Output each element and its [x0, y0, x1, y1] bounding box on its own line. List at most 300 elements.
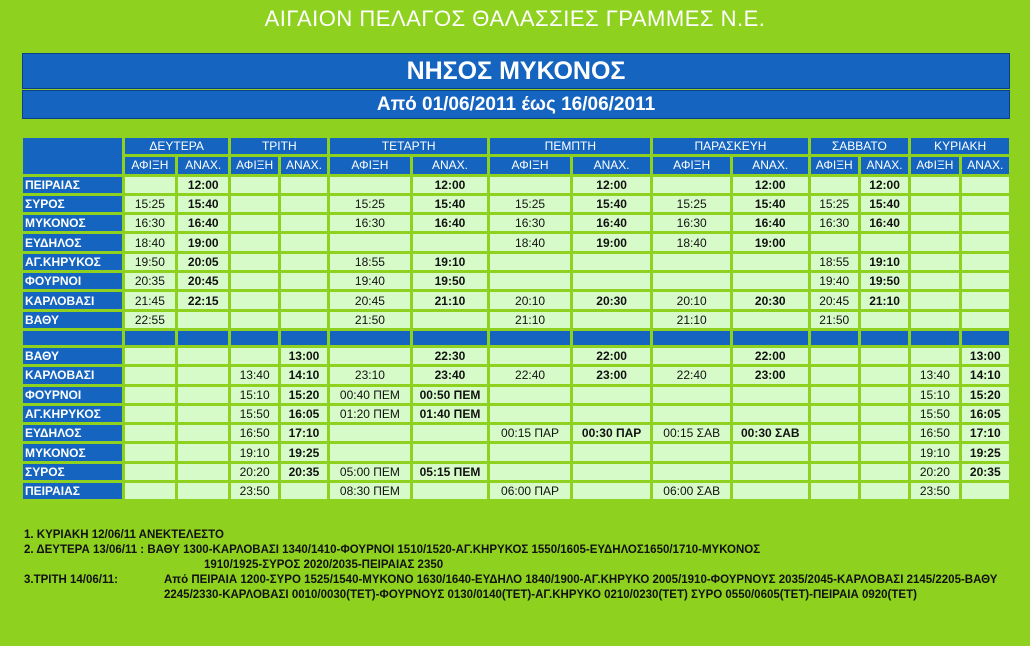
departure-time: 20:05: [178, 254, 228, 270]
arrival-time: 19:40: [330, 273, 410, 289]
port-name: ΒΑΘΥ: [23, 312, 122, 328]
departure-header: ΑΝΑΧ.: [733, 157, 808, 173]
arrival-header: ΑΦΙΞΗ: [125, 157, 175, 173]
arrival-time: [911, 215, 958, 231]
arrival-time: [911, 348, 958, 364]
arrival-time: 18:40: [125, 234, 175, 250]
arrival-time: [231, 215, 277, 231]
departure-time: [962, 215, 1009, 231]
departure-time: 01:40 ΠΕΜ: [413, 406, 488, 422]
table-row: [23, 425, 1009, 441]
arrival-time: [330, 177, 410, 193]
arrival-time: 22:55: [125, 312, 175, 328]
arrival-time: [911, 254, 958, 270]
table-row: [23, 444, 1009, 460]
inbound-section: [23, 348, 1009, 499]
departure-time: [861, 425, 908, 441]
departure-time: 16:05: [281, 406, 327, 422]
arrival-time: 16:30: [653, 215, 730, 231]
arrival-time: 06:00 ΠΑΡ: [490, 483, 570, 499]
departure-time: [281, 215, 327, 231]
day-header: ΣΑΒΒΑΤΟ: [811, 138, 909, 154]
arrival-time: 21:10: [653, 312, 730, 328]
arrival-time: [653, 387, 730, 403]
table-row: [23, 406, 1009, 422]
arrival-time: [125, 406, 175, 422]
arrival-time: [490, 444, 570, 460]
day-header: ΔΕΥΤΕΡΑ: [125, 138, 229, 154]
arrival-time: [125, 387, 175, 403]
arrival-time: 22:40: [653, 367, 730, 383]
departure-time: [733, 387, 808, 403]
departure-time: [178, 483, 228, 499]
arrival-time: 23:10: [330, 367, 410, 383]
day-header: ΠΑΡΑΣΚΕΥΗ: [653, 138, 807, 154]
departure-header: ΑΝΑΧ.: [962, 157, 1009, 173]
arrival-time: 21:45: [125, 292, 175, 308]
departure-time: [861, 312, 908, 328]
separator-cell: [573, 331, 651, 345]
arrival-time: [811, 367, 858, 383]
departure-time: [413, 444, 488, 460]
departure-time: [573, 273, 651, 289]
arrival-time: 15:10: [911, 387, 958, 403]
arrival-time: 18:40: [490, 234, 570, 250]
departure-time: [573, 387, 651, 403]
departure-time: 16:40: [861, 215, 908, 231]
departure-time: [178, 348, 228, 364]
departure-time: [178, 444, 228, 460]
day-header: ΠΕΜΠΤΗ: [490, 138, 650, 154]
departure-time: 13:00: [281, 348, 327, 364]
arrival-time: [490, 464, 570, 480]
arrival-time: 15:25: [490, 196, 570, 212]
table-row: [23, 234, 1009, 250]
departure-time: 22:00: [573, 348, 651, 364]
departure-time: [178, 312, 228, 328]
arrival-time: 20:20: [231, 464, 277, 480]
departure-time: [962, 196, 1009, 212]
departure-time: [178, 464, 228, 480]
departure-time: [281, 177, 327, 193]
arrival-time: 20:10: [653, 292, 730, 308]
arrival-time: 00:15 ΠΑΡ: [490, 425, 570, 441]
departure-time: 14:10: [281, 367, 327, 383]
departure-time: 13:00: [962, 348, 1009, 364]
departure-time: 16:40: [178, 215, 228, 231]
departure-time: 00:50 ΠΕΜ: [413, 387, 488, 403]
departure-time: [573, 254, 651, 270]
separator-cell: [490, 331, 570, 345]
island-banner: ΝΗΣΟΣ ΜΥΚΟΝΟΣ: [22, 53, 1010, 89]
departure-time: 17:10: [962, 425, 1009, 441]
departure-time: 20:45: [178, 273, 228, 289]
arrival-time: 13:40: [911, 367, 958, 383]
arrival-time: [125, 367, 175, 383]
departure-time: [178, 387, 228, 403]
departure-time: [733, 254, 808, 270]
separator-cell: [911, 331, 958, 345]
departure-time: [413, 425, 488, 441]
arrival-time: 19:40: [811, 273, 858, 289]
arrival-time: 19:50: [125, 254, 175, 270]
separator-cell: [330, 331, 410, 345]
arrival-time: [653, 406, 730, 422]
departure-time: 23:40: [413, 367, 488, 383]
arrival-time: 15:10: [231, 387, 277, 403]
arrival-time: 16:50: [911, 425, 958, 441]
departure-time: 19:25: [962, 444, 1009, 460]
arrival-time: 16:30: [490, 215, 570, 231]
arrival-time: [125, 444, 175, 460]
departure-time: [962, 312, 1009, 328]
table-row: [23, 367, 1009, 383]
note-3: [24, 573, 1014, 603]
departure-time: 16:40: [413, 215, 488, 231]
arrival-time: [231, 348, 277, 364]
departure-time: [861, 444, 908, 460]
day-header: ΚΥΡΙΑΚΗ: [911, 138, 1009, 154]
arrival-time: 23:50: [911, 483, 958, 499]
arrival-time: [490, 254, 570, 270]
departure-time: [861, 464, 908, 480]
table-row: [23, 273, 1009, 289]
arrival-time: 23:50: [231, 483, 277, 499]
departure-time: 14:10: [962, 367, 1009, 383]
separator-cell: [733, 331, 808, 345]
departure-time: 22:15: [178, 292, 228, 308]
departure-time: 20:35: [962, 464, 1009, 480]
arrival-time: 20:45: [330, 292, 410, 308]
departure-time: 00:30 ΣΑΒ: [733, 425, 808, 441]
departure-time: 15:40: [413, 196, 488, 212]
arrival-time: 15:25: [811, 196, 858, 212]
arrival-time: 15:25: [330, 196, 410, 212]
arrival-time: [231, 254, 277, 270]
arrival-time: [330, 234, 410, 250]
departure-time: 22:00: [733, 348, 808, 364]
departure-time: [733, 406, 808, 422]
departure-time: 19:25: [281, 444, 327, 460]
departure-time: 15:20: [281, 387, 327, 403]
departure-time: 00:30 ΠΑΡ: [573, 425, 651, 441]
departure-time: 22:30: [413, 348, 488, 364]
separator-cell: [413, 331, 488, 345]
departure-header: ΑΝΑΧ.: [861, 157, 908, 173]
arrival-time: [653, 177, 730, 193]
arrival-time: [490, 273, 570, 289]
arrival-header: ΑΦΙΞΗ: [330, 157, 410, 173]
arrival-time: [231, 273, 277, 289]
day-header-row: [23, 138, 1009, 154]
departure-time: 15:40: [178, 196, 228, 212]
departure-time: 19:50: [413, 273, 488, 289]
departure-time: [281, 292, 327, 308]
departure-time: 21:10: [413, 292, 488, 308]
departure-time: [281, 196, 327, 212]
day-header: ΤΕΤΑΡΤΗ: [330, 138, 487, 154]
departure-time: [861, 367, 908, 383]
arrival-time: 01:20 ΠΕΜ: [330, 406, 410, 422]
port-name: ΑΓ.ΚΗΡΥΚΟΣ: [23, 406, 122, 422]
departure-time: [962, 254, 1009, 270]
arrival-header: ΑΦΙΞΗ: [490, 157, 570, 173]
arrival-time: [330, 444, 410, 460]
departure-time: [861, 234, 908, 250]
departure-time: 15:20: [962, 387, 1009, 403]
separator-cell: [861, 331, 908, 345]
arrival-time: [490, 406, 570, 422]
arrival-time: 20:35: [125, 273, 175, 289]
departure-time: [962, 273, 1009, 289]
sub-header-row: [23, 157, 1009, 173]
departure-time: [962, 292, 1009, 308]
arrival-header: ΑΦΙΞΗ: [811, 157, 858, 173]
table-row: [23, 387, 1009, 403]
arrival-time: [911, 312, 958, 328]
table-row: [23, 215, 1009, 231]
departure-time: [413, 312, 488, 328]
separator-cell: [653, 331, 730, 345]
table-row: [23, 483, 1009, 499]
departure-time: 19:50: [861, 273, 908, 289]
arrival-time: 20:10: [490, 292, 570, 308]
port-name: ΣΥΡΟΣ: [23, 464, 122, 480]
arrival-time: [125, 177, 175, 193]
arrival-time: [653, 464, 730, 480]
departure-time: [861, 406, 908, 422]
arrival-time: 21:10: [490, 312, 570, 328]
departure-time: [573, 406, 651, 422]
port-name: ΜΥΚΟΝΟΣ: [23, 215, 122, 231]
arrival-time: [911, 292, 958, 308]
departure-time: 15:40: [573, 196, 651, 212]
departure-time: 12:00: [573, 177, 651, 193]
departure-time: [178, 406, 228, 422]
departure-time: [281, 234, 327, 250]
note-2-continued: 1910/1925-ΣΥΡΟΣ 2020/2035-ΠΕΙΡΑΙΑΣ 2350: [204, 559, 444, 571]
day-header: ΤΡΙΤΗ: [231, 138, 327, 154]
departure-time: [281, 312, 327, 328]
outbound-section: [23, 177, 1009, 328]
separator-cell: [231, 331, 277, 345]
arrival-time: [125, 348, 175, 364]
arrival-time: 21:50: [330, 312, 410, 328]
arrival-time: 15:25: [125, 196, 175, 212]
port-name: ΦΟΥΡΝΟΙ: [23, 273, 122, 289]
arrival-time: 15:50: [231, 406, 277, 422]
arrival-time: 20:45: [811, 292, 858, 308]
departure-time: 20:35: [281, 464, 327, 480]
arrival-time: 16:50: [231, 425, 277, 441]
table-row: [23, 312, 1009, 328]
departure-time: [962, 234, 1009, 250]
separator-row: [23, 331, 1009, 345]
arrival-time: [330, 425, 410, 441]
arrival-time: 18:55: [811, 254, 858, 270]
note-1: 1. ΚΥΡΙΑΚΗ 12/06/11 ΑΝΕΚΤΕΛΕΣΤΟ: [24, 529, 224, 541]
departure-time: [573, 444, 651, 460]
schedule-table: [20, 135, 1012, 502]
arrival-time: [231, 292, 277, 308]
port-name: ΑΓ.ΚΗΡΥΚΟΣ: [23, 254, 122, 270]
separator-cell: [23, 331, 122, 345]
arrival-time: [811, 387, 858, 403]
arrival-time: [231, 234, 277, 250]
departure-time: 12:00: [861, 177, 908, 193]
departure-time: 23:00: [733, 367, 808, 383]
arrival-time: [653, 254, 730, 270]
arrival-time: 15:25: [653, 196, 730, 212]
separator-cell: [178, 331, 228, 345]
arrival-time: [125, 425, 175, 441]
arrival-time: 06:00 ΣΑΒ: [653, 483, 730, 499]
port-name: ΒΑΘΥ: [23, 348, 122, 364]
arrival-header: ΑΦΙΞΗ: [231, 157, 277, 173]
departure-time: 19:10: [413, 254, 488, 270]
departure-time: 19:00: [178, 234, 228, 250]
arrival-time: [490, 348, 570, 364]
departure-time: [281, 483, 327, 499]
arrival-time: [811, 406, 858, 422]
table-row: [23, 254, 1009, 270]
departure-time: [733, 483, 808, 499]
arrival-time: [653, 348, 730, 364]
arrival-time: 19:10: [231, 444, 277, 460]
departure-time: 23:00: [573, 367, 651, 383]
arrival-time: 05:00 ΠΕΜ: [330, 464, 410, 480]
note-2: 2. ΔΕΥΤΕΡΑ 13/06/11 : ΒΑΘΥ 1300-ΚΑΡΛΟΒΑΣΙ 1340/1410-ΦΟΥΡΝΟΙ 1510/1520-ΑΓ.ΚΗΡΥΚΟΣ 1550/1605-ΕΥΔΗΛΟΣ1650/1710-ΜΥΚΟΝΟΣ: [24, 544, 761, 556]
arrival-time: [490, 177, 570, 193]
departure-time: 12:00: [733, 177, 808, 193]
departure-time: [281, 273, 327, 289]
note-3-text: Από ΠΕΙΡΑΙΑ 1200-ΣΥΡΟ 1525/1540-ΜΥΚΟΝΟ 1630/1640-ΕΥΔΗΛΟ 1840/1900-ΑΓ.ΚΗΡΥΚΟ 2005/1910-ΦΟΥΡΝΟΥΣ 2035/2045-ΚΑΡΛΟΒΑΣΙ 2145/2205-ΒΑΘΥ 2245/2330-ΚΑΡΛΟΒΑΣΙ 0010/0030(ΤΕΤ)-ΦΟΥΡΝΟΥΣ 0130/0140(ΤΕΤ)-ΑΓ.ΚΗΡΥΚΟ 0210/0230(ΤΕΤ) ΣΥΡΟ 0550/0605(ΤΕΤ)-ΠΕΙΡΑΙΑ 0920(ΤΕΤ): [164, 574, 998, 601]
notes: [24, 528, 1014, 603]
arrival-header: ΑΦΙΞΗ: [653, 157, 730, 173]
arrival-time: 00:40 ΠΕΜ: [330, 387, 410, 403]
arrival-header: ΑΦΙΞΗ: [911, 157, 958, 173]
table-row: [23, 292, 1009, 308]
departure-time: [733, 273, 808, 289]
separator-cell: [962, 331, 1009, 345]
arrival-time: 20:20: [911, 464, 958, 480]
arrival-time: [231, 312, 277, 328]
departure-time: 19:00: [573, 234, 651, 250]
port-name: ΚΑΡΛΟΒΑΣΙ: [23, 292, 122, 308]
arrival-time: 13:40: [231, 367, 277, 383]
port-name: ΦΟΥΡΝΟΙ: [23, 387, 122, 403]
departure-time: [733, 312, 808, 328]
arrival-time: 18:55: [330, 254, 410, 270]
arrival-time: 16:30: [811, 215, 858, 231]
arrival-time: [231, 177, 277, 193]
departure-time: 20:30: [573, 292, 651, 308]
departure-header: ΑΝΑΧ.: [413, 157, 488, 173]
separator-cell: [125, 331, 175, 345]
arrival-time: 08:30 ΠΕΜ: [330, 483, 410, 499]
departure-time: 19:00: [733, 234, 808, 250]
departure-time: [861, 348, 908, 364]
departure-time: [861, 387, 908, 403]
departure-time: [178, 425, 228, 441]
arrival-time: 16:30: [125, 215, 175, 231]
departure-header: ΑΝΑΧ.: [573, 157, 651, 173]
arrival-time: [811, 177, 858, 193]
departure-time: [573, 483, 651, 499]
arrival-time: 16:30: [330, 215, 410, 231]
departure-time: 17:10: [281, 425, 327, 441]
departure-time: [733, 444, 808, 460]
departure-time: [962, 483, 1009, 499]
departure-time: 20:30: [733, 292, 808, 308]
arrival-time: 21:50: [811, 312, 858, 328]
departure-time: 05:15 ΠΕΜ: [413, 464, 488, 480]
departure-time: [573, 312, 651, 328]
departure-time: 12:00: [413, 177, 488, 193]
departure-time: [413, 483, 488, 499]
port-name: ΕΥΔΗΛΟΣ: [23, 425, 122, 441]
departure-time: [962, 177, 1009, 193]
arrival-time: [811, 425, 858, 441]
port-name: ΠΕΙΡΑΙΑΣ: [23, 177, 122, 193]
departure-time: [281, 254, 327, 270]
arrival-time: [911, 177, 958, 193]
departure-time: [861, 483, 908, 499]
departure-time: 19:10: [861, 254, 908, 270]
table-row: [23, 177, 1009, 193]
arrival-time: [811, 234, 858, 250]
arrival-time: [811, 464, 858, 480]
departure-time: [573, 464, 651, 480]
port-name: ΚΑΡΛΟΒΑΣΙ: [23, 367, 122, 383]
arrival-time: [911, 196, 958, 212]
port-name: ΣΥΡΟΣ: [23, 196, 122, 212]
note-3-label: 3.ΤΡΙΤΗ 14/06/11:: [24, 574, 118, 586]
arrival-time: 00:15 ΣΑΒ: [653, 425, 730, 441]
arrival-time: 15:50: [911, 406, 958, 422]
departure-header: ΑΝΑΧ.: [281, 157, 327, 173]
corner-cell: [23, 138, 122, 174]
departure-time: 16:40: [573, 215, 651, 231]
port-name: ΕΥΔΗΛΟΣ: [23, 234, 122, 250]
table-row: [23, 196, 1009, 212]
departure-time: [733, 464, 808, 480]
departure-time: [413, 234, 488, 250]
table-row: [23, 464, 1009, 480]
arrival-time: 18:40: [653, 234, 730, 250]
section-separator: [23, 331, 1009, 345]
arrival-time: [811, 348, 858, 364]
departure-time: 16:40: [733, 215, 808, 231]
departure-time: [178, 367, 228, 383]
port-name: ΠΕΙΡΑΙΑΣ: [23, 483, 122, 499]
separator-cell: [811, 331, 858, 345]
arrival-time: 19:10: [911, 444, 958, 460]
departure-time: 15:40: [733, 196, 808, 212]
arrival-time: [653, 444, 730, 460]
arrival-time: [231, 196, 277, 212]
departure-time: 12:00: [178, 177, 228, 193]
port-name: ΜΥΚΟΝΟΣ: [23, 444, 122, 460]
separator-cell: [281, 331, 327, 345]
arrival-time: [911, 234, 958, 250]
departure-time: 16:05: [962, 406, 1009, 422]
arrival-time: [125, 464, 175, 480]
company-title: ΑΙΓΑΙΟΝ ΠΕΛΑΓΟΣ ΘΑΛΑΣΣΙΕΣ ΓΡΑΜΜΕΣ Ν.Ε.: [264, 6, 766, 31]
arrival-time: [125, 483, 175, 499]
departure-time: 21:10: [861, 292, 908, 308]
arrival-time: [490, 387, 570, 403]
